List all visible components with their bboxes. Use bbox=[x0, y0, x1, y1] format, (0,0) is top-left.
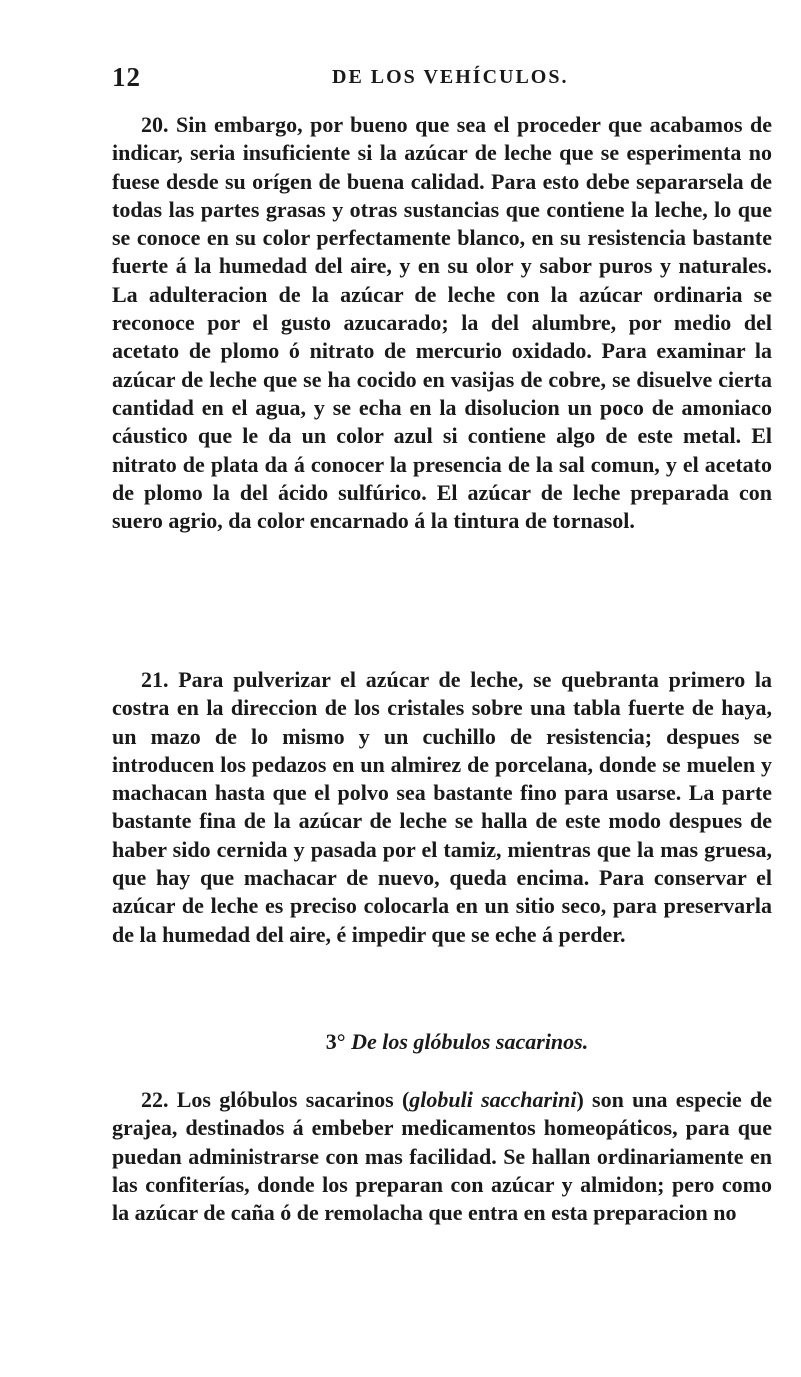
paragraph-21 bbox=[112, 666, 772, 949]
paragraph-20-text: 20. Sin embargo, por bueno que sea el proceder que acabamos de indicar, seria insuficiente si la azúcar de leche que se esperimenta no fuese desde su orígen de buena calidad. Para esto debe separarsela de todas las partes grasas y otras sustancias que contiene la leche, lo que se conoce en su color perfectamente blanco, en su resistencia bastante fuerte á la humedad del aire, y en su olor y sabor puros y naturales. La adulteracion de la azúcar de leche con la azúcar ordinaria se reconoce por el gusto azucarado; la del alumbre, por medio del acetato de plomo ó nitrato de mercurio oxidado. Para examinar la azúcar de leche que se ha cocido en vasijas de cobre, se disuelve cierta cantidad en el agua, y se echa en la disolucion un poco de amoniaco cáustico que le da un color azul si contiene algo de este metal. El nitrato de plata da á conocer la presencia de la sal comun, y el acetato de plomo la del ácido sulfúrico. El azúcar de leche preparada con suero agrio, da color encarnado á la tintura de tornasol. bbox=[112, 112, 772, 534]
section-heading bbox=[112, 1029, 772, 1055]
section-number: 3° bbox=[325, 1029, 346, 1054]
paragraph-22-latin-term: globuli saccharini bbox=[409, 1087, 577, 1112]
section-title: De los glóbulos sacarinos. bbox=[351, 1029, 589, 1054]
paragraph-20 bbox=[112, 111, 772, 535]
paragraph-22-start: 22. Los glóbulos sacarinos ( bbox=[141, 1087, 410, 1112]
paragraph-21-text: 21. Para pulverizar el azúcar de leche, se quebranta primero la costra en la direccion de los cristales sobre una tabla fuerte de haya, un mazo de lo mismo y un cuchillo de resistencia; despues se introducen los pedazos en un almirez de porcelana, donde se muelen y machacan hasta que el polvo sea bastante fino para usarse. La parte bastante fina de la azúcar de leche se halla de este modo despues de haber sido cernida y pasada por el tamiz, mientras que la mas gruesa, que hay que machacar de nuevo, queda encima. Para conservar el azúcar de leche es preciso colocarla en un sitio seco, para preservarla de la humedad del aire, é impedir que se eche á perder. bbox=[112, 667, 772, 947]
running-head: DE LOS VEHÍCULOS. bbox=[332, 66, 569, 88]
page-number: 12 bbox=[112, 62, 141, 92]
paragraph-22 bbox=[112, 1086, 772, 1227]
paragraph-22-text bbox=[112, 1086, 772, 1227]
paragraph-22-rest: ) son una especie de grajea, destinados á embeber medicamentos homeopáticos, para que puedan administrarse con mas facilidad. Se hallan ordinariamente en las confiterías, donde los preparan con azúcar y almidon; pero como la azúcar de caña ó de remolacha que entra en esta preparacion no bbox=[112, 1087, 773, 1226]
page-header bbox=[112, 62, 772, 98]
